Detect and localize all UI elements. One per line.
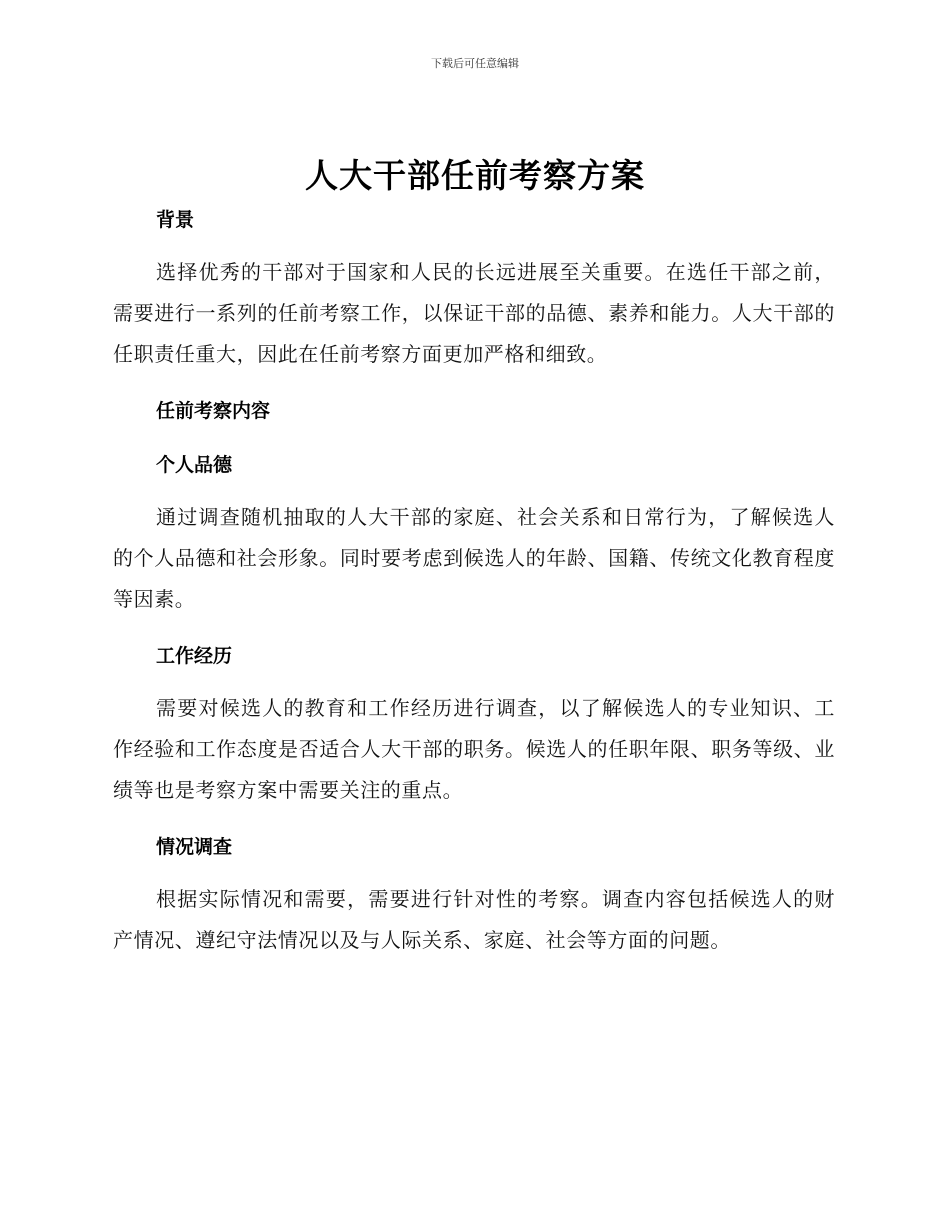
heading-content: 任前考察内容 [156, 400, 271, 422]
heading-experience: 工作经历 [156, 645, 233, 667]
document-title: 人大干部任前考察方案 [305, 156, 645, 195]
heading-background: 背景 [156, 209, 195, 231]
heading-character: 个人品德 [156, 454, 233, 476]
heading-investigation: 情况调查 [156, 836, 233, 858]
paragraph-experience: 需要对候选人的教育和工作经历进行调查，以了解候选人的专业知识、工作经验和工作态度是否适合人大干部的职务。候选人的任职年限、职务等级、业绩等也是考察方案中需要关注的重点。 [113, 696, 835, 802]
paragraph-character: 通过调查随机抽取的人大干部的家庭、社会关系和日常行为，了解候选人的个人品德和社会形象。同时要考虑到候选人的年龄、国籍、传统文化教育程度等因素。 [113, 505, 835, 611]
header-note: 下载后可任意编辑 [431, 57, 519, 70]
paragraph-background: 选择优秀的干部对于国家和人民的长远进展至关重要。在选任干部之前，需要进行一系列的任前考察工作，以保证干部的品德、素养和能力。人大干部的任职责任重大，因此在任前考察方面更加严格和细致。 [113, 260, 835, 366]
paragraph-investigation: 根据实际情况和需要，需要进行针对性的考察。调查内容包括候选人的财产情况、遵纪守法情况以及与人际关系、家庭、社会等方面的问题。 [113, 887, 835, 952]
document-body [113, 198, 835, 961]
